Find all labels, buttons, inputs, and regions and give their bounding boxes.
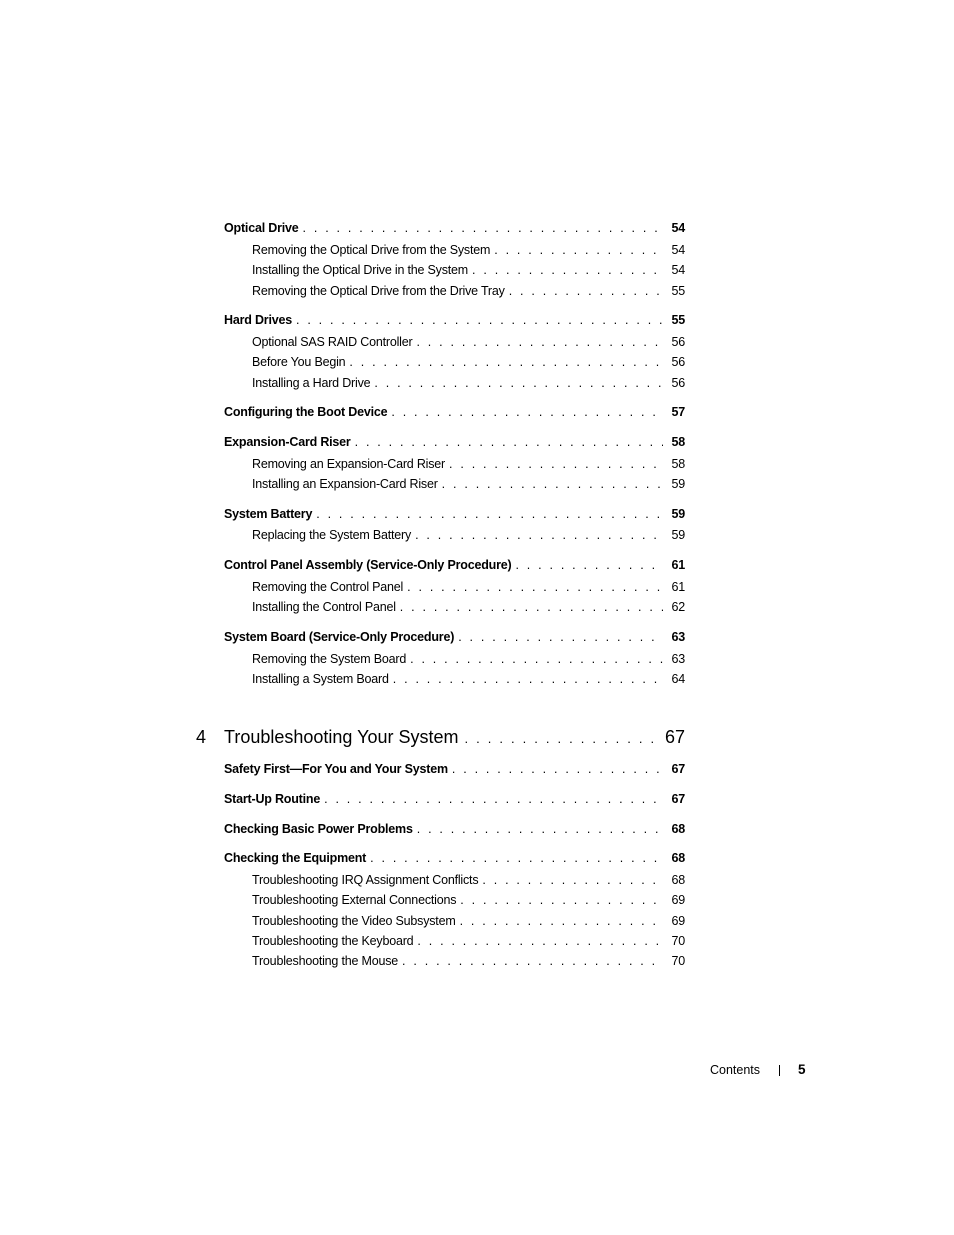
toc-entry-removing-expansion-card-riser[interactable] [252,455,685,473]
toc-entry-page: 58 [671,457,685,471]
leader-dots [415,526,663,544]
toc-entry-page: 54 [671,221,685,235]
toc-entry-page: 59 [671,507,685,521]
toc-entry-system-battery[interactable] [224,505,685,523]
toc-entry-title: Checking the Equipment [224,851,367,865]
toc-entry-troubleshooting-external[interactable] [252,891,685,909]
toc-entry-page: 67 [671,792,685,806]
toc-entry-title: Troubleshooting the Video Subsystem [252,914,456,928]
toc-entry-title: Replacing the System Battery [252,528,412,542]
toc-entry-title: Control Panel Assembly (Service-Only Procedure) [224,558,512,572]
leader-dots [303,219,663,237]
toc-entry-system-board[interactable] [224,628,685,646]
leader-dots [442,475,663,493]
toc-entry-page: 55 [671,284,685,298]
toc-entry-troubleshooting-keyboard[interactable] [252,932,685,950]
toc-entry-page: 54 [671,263,685,277]
toc-entry-page: 63 [671,652,685,666]
leader-dots [316,505,663,523]
toc-entry-removing-optical-drive-tray[interactable] [252,282,685,300]
toc-entry-troubleshooting-mouse[interactable] [252,952,685,970]
toc-entry-page: 67 [671,762,685,776]
toc-entry-page: 64 [671,672,685,686]
toc-entry-title: Start-Up Routine [224,792,321,806]
toc-entry-removing-system-board[interactable] [252,650,685,668]
toc-entry-page: 57 [671,405,685,419]
leader-dots [400,598,663,616]
toc-entry-checking-equipment[interactable] [224,849,685,867]
leader-dots [509,282,663,300]
toc-entry-page: 62 [671,600,685,614]
toc-entry-title: Troubleshooting the Mouse [252,954,399,968]
toc-entry-title: Removing the Optical Drive from the System [252,243,491,257]
toc-entry-title: Troubleshooting the Keyboard [252,934,414,948]
toc-entry-page: 68 [671,851,685,865]
toc-entry-title: Expansion-Card Riser [224,435,351,449]
toc-entry-title: Installing an Expansion-Card Riser [252,477,438,491]
toc-entry-title: System Battery [224,507,313,521]
toc-entry-page: 56 [671,376,685,390]
toc-chapter-troubleshooting[interactable] [196,724,685,750]
toc-entry-page: 56 [671,335,685,349]
toc-entry-optical-drive[interactable] [224,219,685,237]
toc-entry-removing-optical-drive-system[interactable] [252,241,685,259]
toc-entry-title: Troubleshooting IRQ Assignment Conflicts [252,873,479,887]
leader-dots [374,374,663,392]
leader-dots [355,433,663,451]
footer-label: Contents [710,1063,761,1077]
toc-entry-page: 68 [671,873,685,887]
toc-entry-title: Safety First—For You and Your System [224,762,448,776]
toc-entry-title: System Board (Service-Only Procedure) [224,630,455,644]
leader-dots [482,871,663,889]
leader-dots [494,241,663,259]
toc-entry-removing-control-panel[interactable] [252,578,685,596]
chapter-title: Troubleshooting Your System [224,727,459,747]
leader-dots [472,261,663,279]
chapter-number: 4 [196,727,207,747]
toc-entry-optional-sas-raid[interactable] [252,333,685,351]
toc-entry-replacing-system-battery[interactable] [252,526,685,544]
toc-entry-title: Installing a System Board [252,672,389,686]
leader-dots [460,912,663,930]
toc-entry-title: Configuring the Boot Device [224,405,388,419]
leader-dots [410,650,663,668]
toc-entry-page: 69 [671,914,685,928]
toc-entry-troubleshooting-video[interactable] [252,912,685,930]
leader-dots [417,820,663,838]
leader-dots [349,353,663,371]
toc-entry-page: 58 [671,435,685,449]
leader-dots [416,333,663,351]
toc-entry-hard-drives[interactable] [224,311,685,329]
chapter-page: 67 [664,727,685,747]
toc-entry-page: 61 [671,580,685,594]
toc-entry-page: 59 [671,528,685,542]
toc-entry-page: 63 [671,630,685,644]
toc-entry-page: 69 [671,893,685,907]
toc-entry-installing-system-board[interactable] [252,670,685,688]
toc-entry-title: Installing a Hard Drive [252,376,371,390]
toc-entry-page: 59 [671,477,685,491]
toc-entry-configuring-boot-device[interactable] [224,403,685,421]
page-number: 5 [798,1062,806,1077]
leader-dots [460,891,663,909]
toc-entry-installing-control-panel[interactable] [252,598,685,616]
toc-entry-control-panel-assembly[interactable] [224,556,685,574]
toc-entry-title: Hard Drives [224,313,292,327]
toc-entry-title: Removing an Expansion-Card Riser [252,457,445,471]
leader-dots [402,952,663,970]
toc-entry-title: Optical Drive [224,221,299,235]
leader-dots [458,628,663,646]
toc-entry-page: 61 [671,558,685,572]
toc-entry-installing-optical-drive-system[interactable] [252,261,685,279]
toc-entry-troubleshooting-irq[interactable] [252,871,685,889]
toc-entry-expansion-card-riser[interactable] [224,433,685,451]
toc-entry-title: Installing the Optical Drive in the System [252,263,469,277]
toc-entry-start-up-routine[interactable] [224,790,685,808]
leader-dots [296,311,663,329]
toc-entry-title: Removing the Optical Drive from the Drive Tray [252,284,505,298]
leader-dots [515,556,663,574]
toc-entry-page: 70 [671,934,685,948]
toc-entry-page: 68 [671,822,685,836]
toc-entry-title: Removing the System Board [252,652,407,666]
leader-dots [464,726,654,752]
page-footer [700,1060,810,1080]
toc-entry-title: Troubleshooting External Connections [252,893,457,907]
leader-dots [417,932,663,950]
toc-entry-installing-expansion-card-riser[interactable] [252,475,685,493]
leader-dots [391,403,663,421]
leader-dots [452,760,663,778]
toc-entry-page: 55 [671,313,685,327]
toc-entry-checking-basic-power[interactable] [224,820,685,838]
toc-entry-safety-first[interactable] [224,760,685,778]
toc-entry-title: Removing the Control Panel [252,580,404,594]
leader-dots [407,578,663,596]
toc-entry-title: Installing the Control Panel [252,600,396,614]
leader-dots [370,849,663,867]
toc-entry-page: 54 [671,243,685,257]
toc-entry-before-you-begin[interactable] [252,353,685,371]
leader-dots [393,670,663,688]
leader-dots [449,455,663,473]
toc-entry-title: Checking Basic Power Problems [224,822,413,836]
toc-entry-page: 70 [671,954,685,968]
footer-divider [779,1065,780,1076]
toc-entry-installing-hard-drive[interactable] [252,374,685,392]
toc-entry-page: 56 [671,355,685,369]
leader-dots [324,790,663,808]
toc-entry-title: Optional SAS RAID Controller [252,335,413,349]
toc-entry-title: Before You Begin [252,355,346,369]
